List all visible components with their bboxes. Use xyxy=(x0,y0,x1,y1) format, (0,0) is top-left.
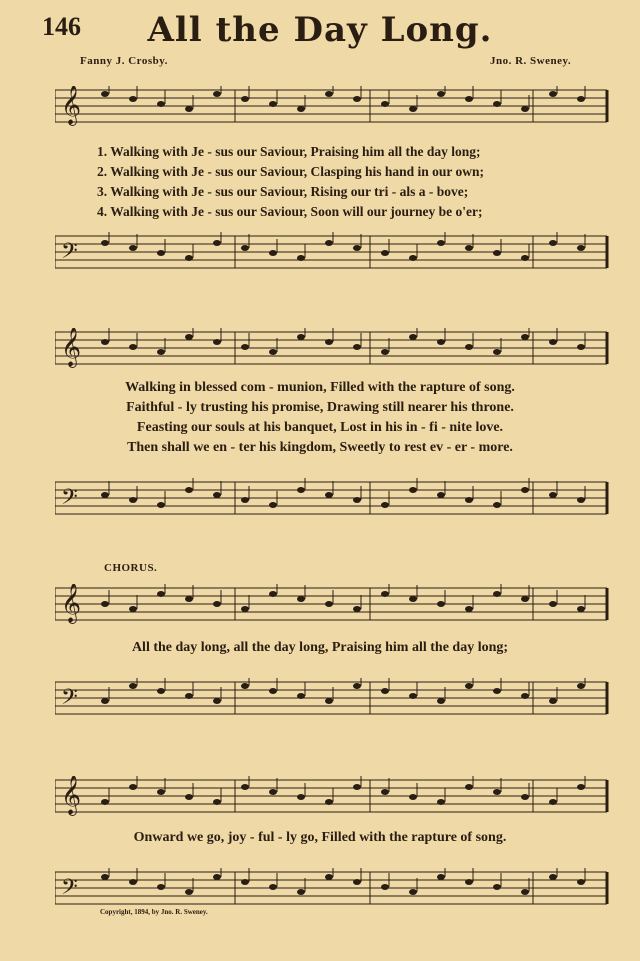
staff-lines xyxy=(55,328,615,368)
note-head xyxy=(381,502,389,508)
note-head xyxy=(297,596,305,602)
verse2-line-4: Then shall we en - ter his kingdom, Sweetly to rest ev - er - more. xyxy=(127,440,513,455)
note-head xyxy=(157,884,165,890)
note-head xyxy=(577,497,585,503)
note-head xyxy=(101,799,109,805)
verse2-line-3: Feasting our souls at his banquet, Lost in his in - fi - nite love. xyxy=(136,420,504,435)
note-head xyxy=(409,487,417,493)
note-head xyxy=(549,698,557,704)
note-head xyxy=(213,91,221,97)
bass-clef-icon: 𝄢 xyxy=(61,685,78,715)
note-head xyxy=(129,606,137,612)
note-head xyxy=(409,693,417,699)
note-head xyxy=(549,799,557,805)
note-head xyxy=(493,591,501,597)
note-head xyxy=(129,344,137,350)
note-head xyxy=(213,240,221,246)
bass-staff-3 xyxy=(55,678,615,718)
note-head xyxy=(353,683,361,689)
note-head xyxy=(101,339,109,345)
verse-line-1: 1. Walking with Je - sus our Saviour, Praising him all the day long; xyxy=(97,144,481,159)
note-head xyxy=(465,96,473,102)
note-head xyxy=(213,799,221,805)
verse2-line-2: Faithful - ly trusting his promise, Drawing still nearer his throne. xyxy=(126,400,514,415)
note-head xyxy=(465,784,473,790)
note-head xyxy=(213,874,221,880)
bass-clef-icon: 𝄢 xyxy=(61,485,78,515)
author-credit: Fanny J. Crosby. xyxy=(80,55,168,67)
note-head xyxy=(241,606,249,612)
verse-block-1 xyxy=(0,142,640,222)
note-head xyxy=(521,255,529,261)
note-head xyxy=(521,106,529,112)
note-head xyxy=(157,591,165,597)
note-head xyxy=(521,334,529,340)
treble-staff-3 xyxy=(55,584,615,624)
note-head xyxy=(549,240,557,246)
note-head xyxy=(437,601,445,607)
note-head xyxy=(157,688,165,694)
note-head xyxy=(465,879,473,885)
note-head xyxy=(353,497,361,503)
note-head xyxy=(297,487,305,493)
note-head xyxy=(297,334,305,340)
copyright-notice: Copyright, 1894, by Jno. R. Sweney. xyxy=(100,908,208,916)
note-head xyxy=(577,96,585,102)
chorus-label: CHORUS. xyxy=(104,562,158,574)
note-head xyxy=(157,250,165,256)
note-head xyxy=(493,349,501,355)
note-head xyxy=(157,101,165,107)
note-head xyxy=(353,245,361,251)
note-head xyxy=(437,492,445,498)
treble-clef-icon: 𝄞 xyxy=(61,776,82,815)
bass-clef-icon: 𝄢 xyxy=(61,239,78,269)
staff-lines xyxy=(55,584,615,624)
note-head xyxy=(381,250,389,256)
note-head xyxy=(325,799,333,805)
note-head xyxy=(465,497,473,503)
chorus-line-2: Onward we go, joy - ful - ly go, Filled with the rapture of song. xyxy=(133,830,507,845)
note-head xyxy=(493,502,501,508)
verse-line-2: 2. Walking with Je - sus our Saviour, Clasping his hand in our own; xyxy=(97,164,485,179)
note-head xyxy=(101,601,109,607)
note-head xyxy=(269,349,277,355)
note-head xyxy=(549,492,557,498)
treble-staff-2 xyxy=(55,328,615,368)
note-head xyxy=(269,789,277,795)
note-head xyxy=(101,240,109,246)
note-head xyxy=(353,879,361,885)
note-head xyxy=(269,250,277,256)
note-head xyxy=(325,492,333,498)
treble-clef-icon: 𝄞 xyxy=(61,86,82,125)
note-head xyxy=(129,96,137,102)
note-head xyxy=(549,91,557,97)
staff-lines xyxy=(55,232,615,272)
note-head xyxy=(297,794,305,800)
note-head xyxy=(409,334,417,340)
note-head xyxy=(157,349,165,355)
note-head xyxy=(185,596,193,602)
note-head xyxy=(465,683,473,689)
staff-lines xyxy=(55,86,615,126)
bass-staff-2 xyxy=(55,478,615,518)
note-head xyxy=(549,874,557,880)
treble-clef-icon: 𝄞 xyxy=(61,328,82,367)
verse-line-4: 4. Walking with Je - sus our Saviour, Soon will our journey be o'er; xyxy=(97,204,483,219)
note-head xyxy=(521,693,529,699)
note-head xyxy=(129,879,137,885)
note-head xyxy=(465,344,473,350)
note-head xyxy=(521,596,529,602)
note-head xyxy=(213,698,221,704)
verse-line-3: 3. Walking with Je - sus our Saviour, Rising our tri - als a - bove; xyxy=(97,184,469,199)
note-head xyxy=(577,344,585,350)
hymn-title: All the Day Long. xyxy=(147,10,493,50)
page-number: 146 xyxy=(42,12,81,41)
note-head xyxy=(269,884,277,890)
note-head xyxy=(493,101,501,107)
note-head xyxy=(409,889,417,895)
note-head xyxy=(325,601,333,607)
note-head xyxy=(521,889,529,895)
note-head xyxy=(493,688,501,694)
note-head xyxy=(129,784,137,790)
note-head xyxy=(521,487,529,493)
note-head xyxy=(437,91,445,97)
note-head xyxy=(185,889,193,895)
note-head xyxy=(493,789,501,795)
staff-lines xyxy=(55,776,615,816)
note-head xyxy=(577,879,585,885)
treble-clef-icon: 𝄞 xyxy=(61,584,82,623)
note-head xyxy=(185,693,193,699)
note-head xyxy=(241,245,249,251)
note-head xyxy=(437,799,445,805)
note-head xyxy=(297,255,305,261)
note-head xyxy=(297,889,305,895)
note-head xyxy=(157,502,165,508)
note-head xyxy=(129,683,137,689)
note-head xyxy=(241,879,249,885)
note-head xyxy=(325,698,333,704)
note-head xyxy=(437,874,445,880)
note-head xyxy=(269,502,277,508)
note-head xyxy=(213,601,221,607)
note-head xyxy=(101,698,109,704)
bass-staff-4 xyxy=(55,868,615,908)
note-head xyxy=(129,245,137,251)
note-head xyxy=(353,96,361,102)
note-head xyxy=(185,334,193,340)
note-head xyxy=(297,106,305,112)
chorus-line-1: All the day long, all the day long, Praising him all the day long; xyxy=(131,640,509,655)
note-head xyxy=(437,339,445,345)
note-head xyxy=(409,596,417,602)
note-head xyxy=(325,339,333,345)
note-head xyxy=(381,101,389,107)
note-head xyxy=(521,794,529,800)
note-head xyxy=(409,106,417,112)
note-head xyxy=(577,683,585,689)
note-head xyxy=(185,794,193,800)
note-head xyxy=(577,245,585,251)
note-head xyxy=(465,606,473,612)
note-head xyxy=(129,497,137,503)
note-head xyxy=(381,884,389,890)
note-head xyxy=(381,688,389,694)
bass-clef-icon: 𝄢 xyxy=(61,875,78,905)
note-head xyxy=(185,106,193,112)
note-head xyxy=(241,344,249,350)
note-head xyxy=(269,101,277,107)
note-head xyxy=(381,349,389,355)
bass-staff-1 xyxy=(55,232,615,272)
note-head xyxy=(437,240,445,246)
composer-credit: Jno. R. Sweney. xyxy=(490,55,572,67)
note-head xyxy=(325,874,333,880)
note-head xyxy=(101,492,109,498)
note-head xyxy=(353,606,361,612)
note-head xyxy=(269,591,277,597)
verse2-line-1: Walking in blessed com - munion, Filled with the rapture of song. xyxy=(125,380,515,395)
treble-staff-4 xyxy=(55,776,615,816)
note-head xyxy=(157,789,165,795)
note-head xyxy=(353,344,361,350)
note-head xyxy=(101,874,109,880)
note-head xyxy=(297,693,305,699)
note-head xyxy=(241,497,249,503)
note-head xyxy=(213,339,221,345)
note-head xyxy=(325,91,333,97)
note-head xyxy=(409,794,417,800)
staff-lines xyxy=(55,868,615,908)
note-head xyxy=(241,683,249,689)
staff-lines xyxy=(55,678,615,718)
note-head xyxy=(325,240,333,246)
note-head xyxy=(577,606,585,612)
note-head xyxy=(549,339,557,345)
note-head xyxy=(213,492,221,498)
note-head xyxy=(381,789,389,795)
note-head xyxy=(437,698,445,704)
note-head xyxy=(549,601,557,607)
note-head xyxy=(493,250,501,256)
note-head xyxy=(353,784,361,790)
note-head xyxy=(241,96,249,102)
note-head xyxy=(381,591,389,597)
note-head xyxy=(493,884,501,890)
note-head xyxy=(577,784,585,790)
note-head xyxy=(241,784,249,790)
staff-lines xyxy=(55,478,615,518)
note-head xyxy=(101,91,109,97)
note-head xyxy=(185,255,193,261)
note-head xyxy=(185,487,193,493)
note-head xyxy=(409,255,417,261)
note-head xyxy=(465,245,473,251)
note-head xyxy=(269,688,277,694)
treble-staff-1 xyxy=(55,86,615,126)
